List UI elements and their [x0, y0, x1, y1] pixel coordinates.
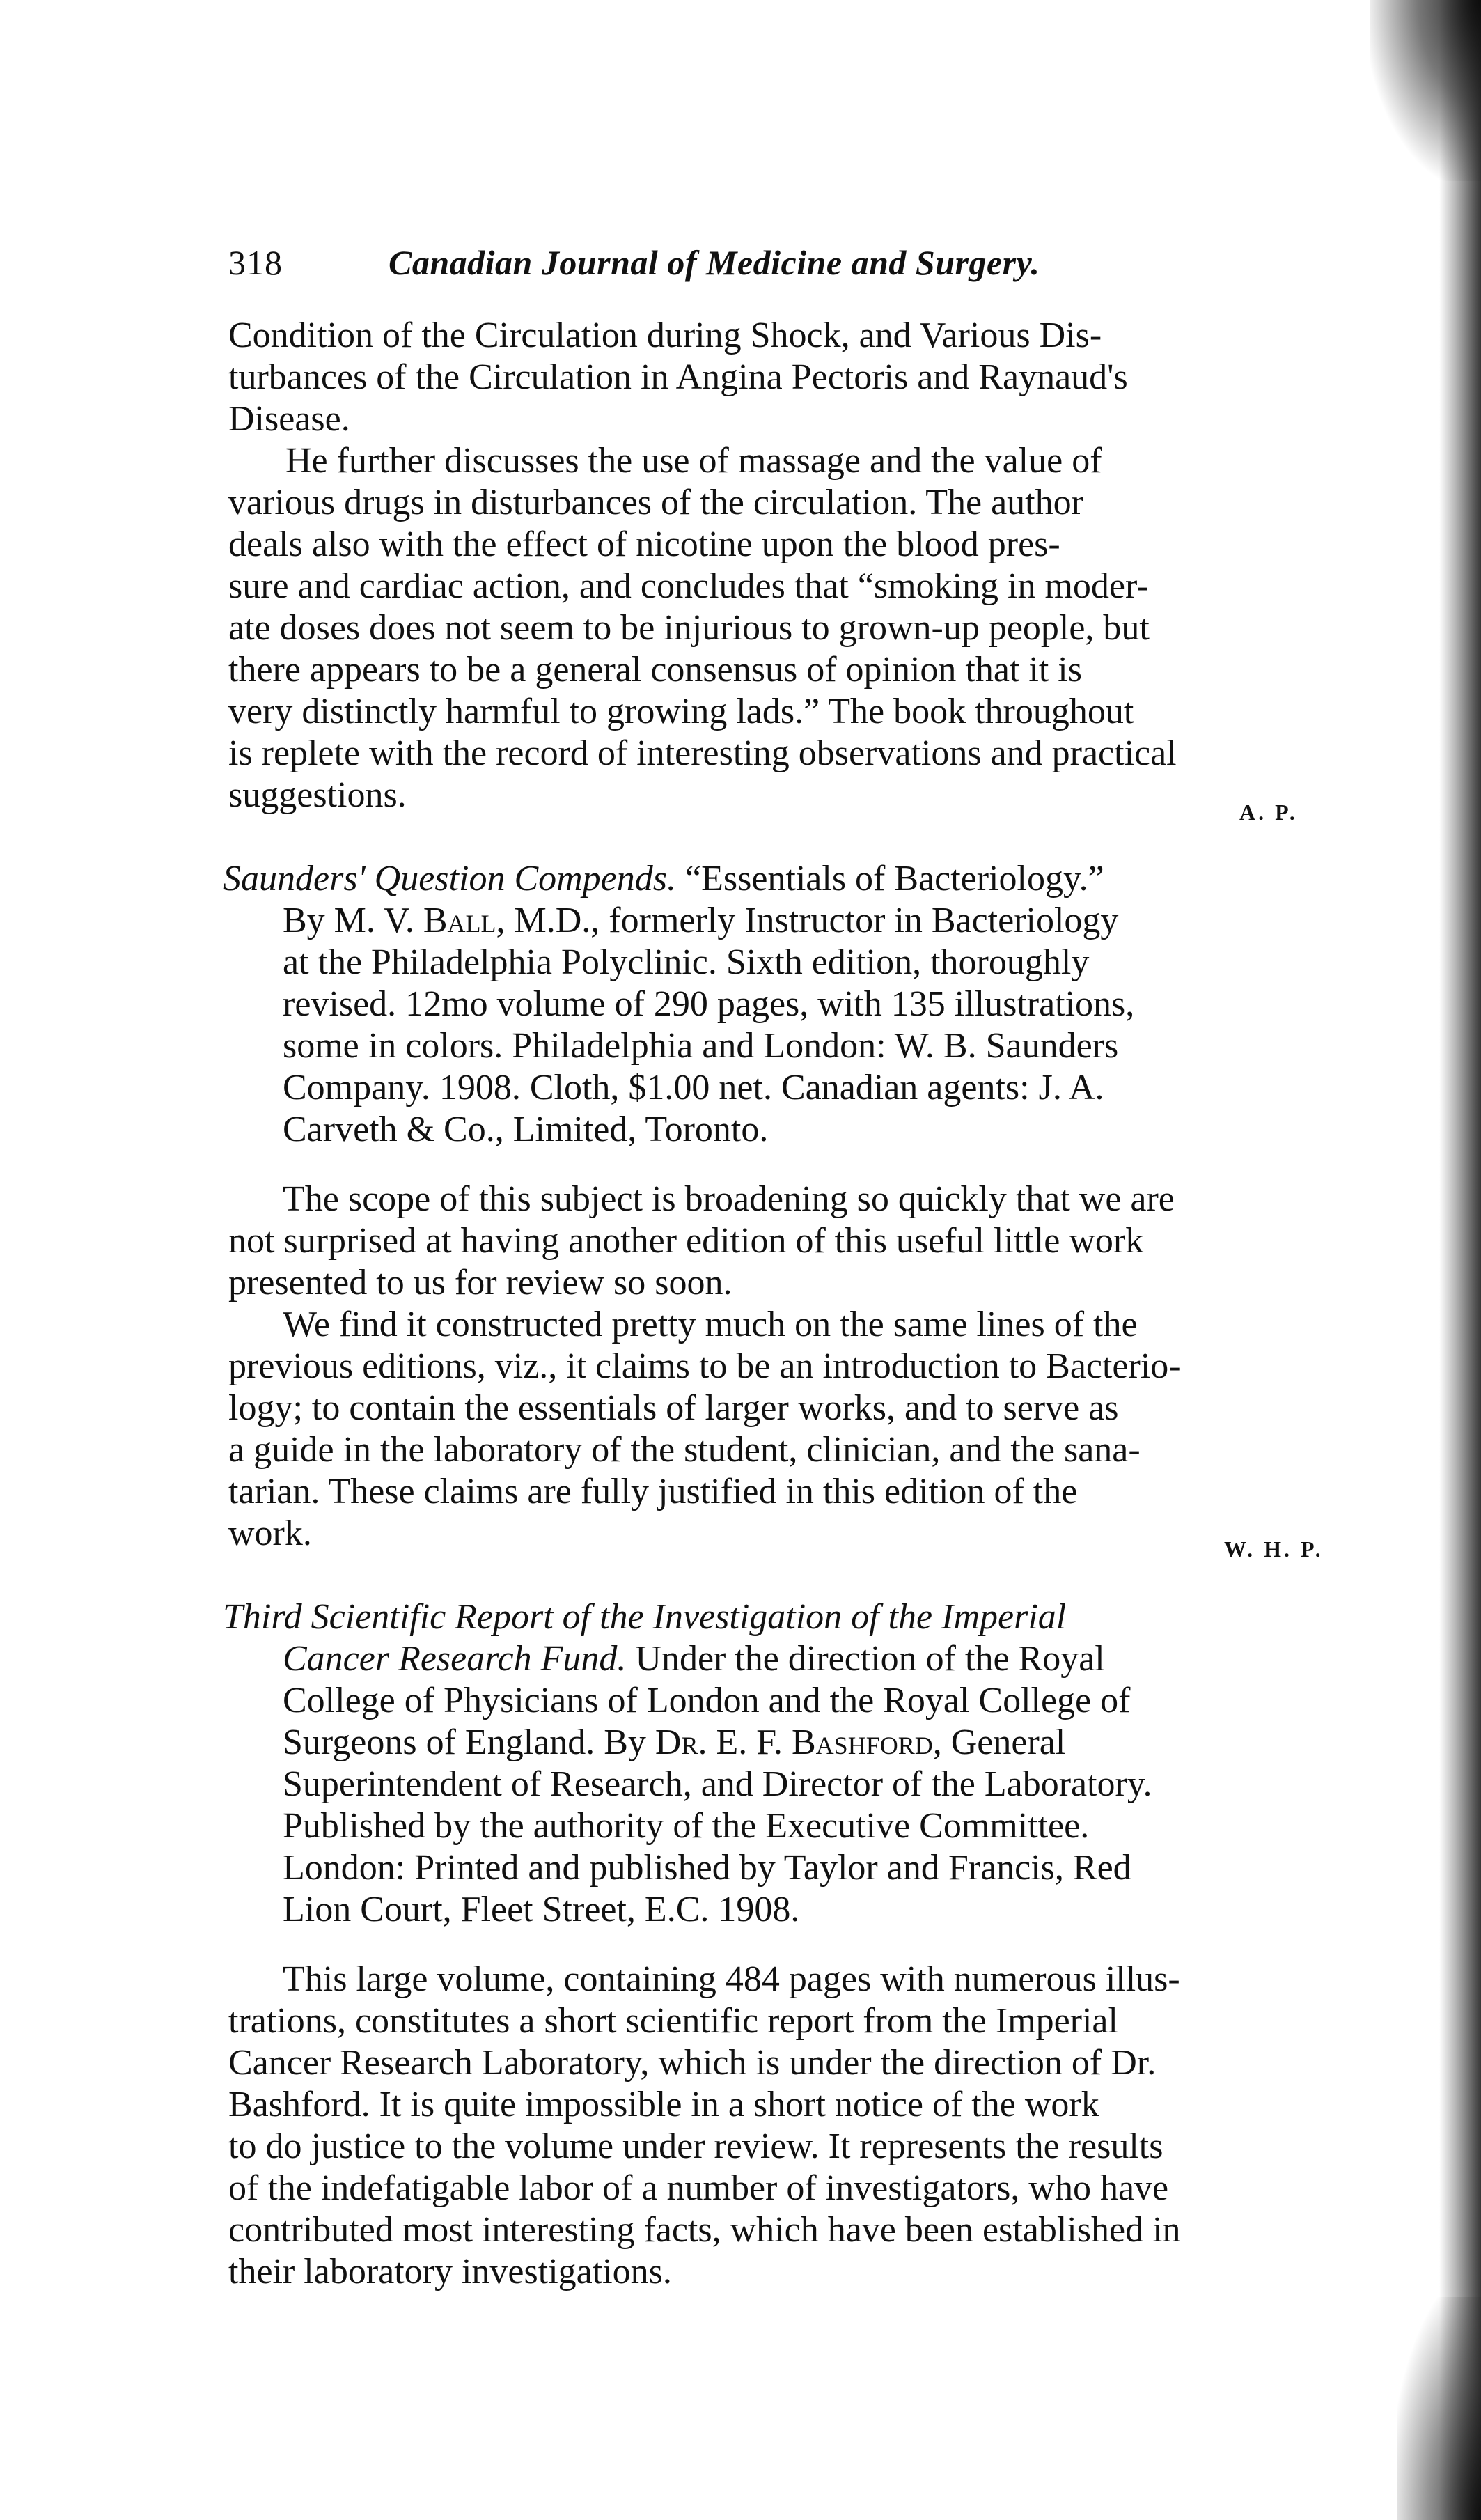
text-line: contributed most interesting facts, which have been established in [228, 2210, 1181, 2250]
text-line: Published by the authority of the Executive Committee. [283, 1806, 1090, 1846]
text-line: presented to us for review so soon. [228, 1263, 732, 1302]
text-line: Carveth & Co., Limited, Toronto. [283, 1110, 769, 1149]
scan-shadow-corner [1370, 0, 1481, 181]
text-line: some in colors. Philadelphia and London: W. B. Saunders [283, 1026, 1119, 1066]
text-line: He further discusses the use of massage and the value of [285, 441, 1102, 481]
text-segment: , General [932, 1722, 1066, 1762]
text-line: to do justice to the volume under review. It represents the results [228, 2126, 1163, 2166]
text-line: very distinctly harmful to growing lads.” The book throughout [228, 692, 1134, 731]
text-line: their laboratory investigations. [228, 2252, 672, 2292]
review-heading: Third Scientific Report of the Investigation of the Imperial [223, 1597, 1067, 1637]
text-line: various drugs in disturbances of the circulation. The author [228, 483, 1083, 522]
reviewer-initials: W. H. P. [1224, 1537, 1324, 1562]
book-title: “Essentials of Bacteriology.” [676, 859, 1104, 899]
text-line: sure and cardiac action, and concludes that “smoking in moder- [228, 566, 1149, 606]
text-line [283, 900, 1118, 942]
text-line: Condition of the Circulation during Shock, and Various Dis- [228, 316, 1102, 355]
text-line: deals also with the effect of nicotine upon the blood pres- [228, 524, 1060, 564]
text-segment: Surgeons of England. By [283, 1722, 655, 1762]
series-title: Saunders' Question Compends. [223, 859, 676, 899]
text-line: London: Printed and published by Taylor and Francis, Red [283, 1848, 1131, 1888]
text-line: revised. 12mo volume of 290 pages, with 135 illustrations, [283, 984, 1135, 1024]
text-line: logy; to contain the essentials of larger works, and to serve as [228, 1388, 1119, 1428]
text-line [283, 1638, 1105, 1680]
text-line: Disease. [228, 399, 350, 439]
text-line: Lion Court, Fleet Street, E.C. 1908. [283, 1890, 800, 1929]
text-line: a guide in the laboratory of the student, clinician, and the sana- [228, 1430, 1141, 1470]
text-line: ate doses does not seem to be injurious to grown-up people, but [228, 608, 1150, 648]
book-title: Cancer Research Fund. [283, 1639, 627, 1679]
text-line: Superintendent of Research, and Director of the Laboratory. [283, 1764, 1152, 1804]
text-line: suggestions. [228, 775, 407, 815]
text-line: at the Philadelphia Polyclinic. Sixth edition, thoroughly [283, 942, 1090, 982]
text-line: previous editions, viz., it claims to be an introduction to Bacterio- [228, 1346, 1181, 1386]
text-line: work. [228, 1514, 312, 1553]
review-heading [223, 858, 1104, 900]
text-line: This large volume, containing 484 pages with numerous illus- [283, 1959, 1180, 1999]
byline-rest: , M.D., formerly Instructor in Bacteriology [496, 901, 1119, 940]
text-line: there appears to be a general consensus of opinion that it is [228, 650, 1082, 690]
text-line: turbances of the Circulation in Angina Pectoris and Raynaud's [228, 357, 1128, 397]
text-line: not surprised at having another edition of this useful little work [228, 1221, 1144, 1261]
author-name: Ball [423, 901, 496, 940]
text-line: College of Physicians of London and the Royal College of [283, 1681, 1131, 1720]
running-header [228, 231, 1356, 294]
text-line: tarian. These claims are fully justified in this edition of the [228, 1472, 1078, 1511]
author-name: Dr. E. F. Bashford [655, 1722, 933, 1762]
text-line: We find it constructed pretty much on the same lines of the [283, 1305, 1138, 1344]
text-segment: Under the direction of the Royal [626, 1639, 1105, 1679]
scan-shadow-corner [1397, 2297, 1481, 2520]
text-line [283, 1722, 1065, 1764]
byline-prefix: By M. V. [283, 901, 423, 940]
reviewer-initials: A. P. [1239, 800, 1298, 825]
journal-title: Canadian Journal of Medicine and Surgery. [389, 243, 1040, 282]
scan-shadow-edge [1439, 0, 1481, 2520]
text-line: trations, constitutes a short scientific report from the Imperial [228, 2001, 1118, 2041]
page-number: 318 [228, 243, 283, 282]
text-line: of the indefatigable labor of a number of investigators, who have [228, 2168, 1169, 2208]
text-line: Bashford. It is quite impossible in a short notice of the work [228, 2085, 1099, 2124]
text-line: The scope of this subject is broadening so quickly that we are [283, 1179, 1175, 1219]
text-line: Cancer Research Laboratory, which is under the direction of Dr. [228, 2043, 1157, 2083]
text-line: Company. 1908. Cloth, $1.00 net. Canadian agents: J. A. [283, 1068, 1104, 1107]
text-line: is replete with the record of interesting observations and practical [228, 733, 1177, 773]
